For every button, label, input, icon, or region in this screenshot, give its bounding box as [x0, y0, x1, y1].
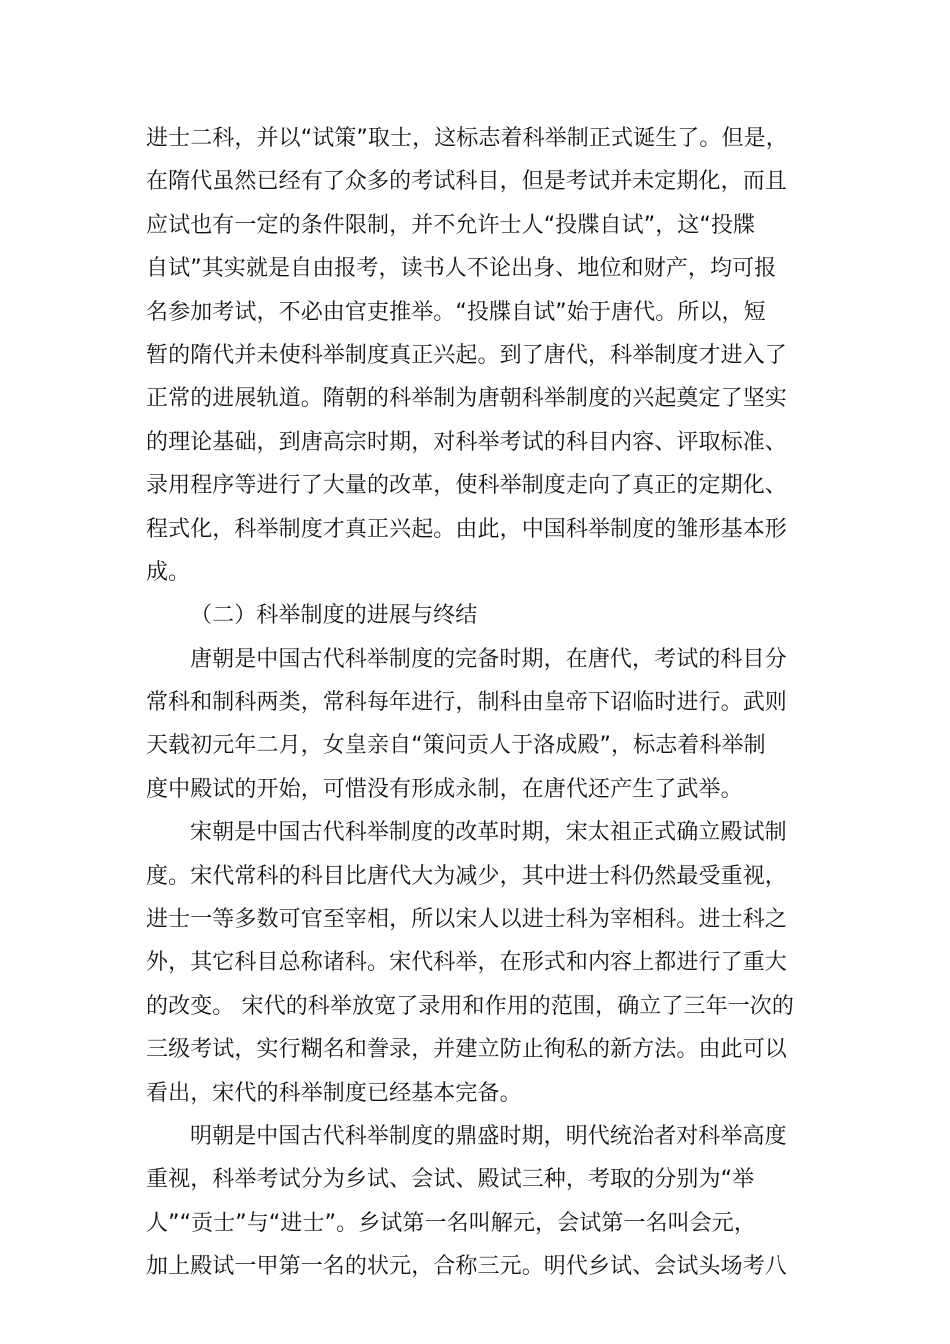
text-line: 加上殿试一甲第一名的状元，合称三元。明代乡试、会试头场考八 [146, 1254, 787, 1280]
text-line: 应试也有一定的条件限制，并不允许士人“投牒自试”，这“投牒 [146, 212, 756, 238]
section-heading: （二）科举制度的进展与终结 [190, 603, 478, 629]
text-line: 录用程序等进行了大量的改革，使科举制度走向了真正的定期化、 [146, 473, 787, 499]
text-line: 进士二科，并以“试策”取士，这标志着科举制正式诞生了。但是， [146, 126, 788, 151]
body-text [146, 117, 806, 1289]
text-line: 的改变。 宋代的科举放宽了录用和作用的范围，确立了三年一次的 [146, 993, 794, 1019]
text-line: 自试”其实就是自由报考，读书人不论出身、地位和财产，均可报 [146, 256, 777, 282]
text-line: 常科和制科两类，常科每年进行，制科由皇帝下诏临时进行。武则 [146, 690, 787, 716]
paragraph-first-line: 明朝是中国古代科举制度的鼎盛时期，明代统治者对科举高度 [190, 1123, 787, 1149]
text-line: 三级考试，实行糊名和誊录，并建立防止徇私的新方法。由此可以 [146, 1037, 787, 1063]
text-line: 在隋代虽然已经有了众多的考试科目，但是考试并未定期化，而且 [146, 169, 787, 195]
text-line: 名参加考试，不必由官吏推举。“投牒自试”始于唐代。所以，短 [146, 299, 766, 325]
text-line: 进士一等多数可官至宰相，所以宋人以进士科为宰相科。进士科之 [146, 907, 787, 933]
paragraph-first-line: 唐朝是中国古代科举制度的完备时期，在唐代，考试的科目分 [190, 646, 787, 672]
text-line: 度中殿试的开始，可惜没有形成永制，在唐代还产生了武举。 [146, 776, 743, 802]
text-line: 人”“贡士”与“进士”。乡试第一名叫解元，会试第一名叫会元， [146, 1210, 756, 1236]
text-line: 度。宋代常科的科目比唐代大为减少，其中进士科仍然最受重视， [146, 863, 787, 889]
text-line: 正常的进展轨道。隋朝的科举制为唐朝科举制度的兴起奠定了坚实 [146, 386, 787, 412]
text-line: 暂的隋代并未使科举制度真正兴起。到了唐代，科举制度才进入了 [146, 342, 787, 368]
text-line: 成。 [146, 559, 191, 585]
paragraph-first-line: 宋朝是中国古代科举制度的改革时期，宋太祖正式确立殿试制 [190, 820, 787, 846]
text-line: 外，其它科目总称诸科。宋代科举，在形式和内容上都进行了重大 [146, 950, 787, 976]
text-line: 天载初元年二月，女皇亲自“策问贡人于洛成殿”，标志着科举制 [146, 733, 766, 759]
text-line: 重视，科举考试分为乡试、会试、殿试三种，考取的分别为“举 [146, 1167, 755, 1193]
text-line: 程式化，科举制度才真正兴起。由此，中国科举制度的雏形基本形 [146, 516, 787, 542]
text-line: 看出，宋代的科举制度已经基本完备。 [146, 1080, 522, 1106]
text-line: 的理论基础，到唐高宗时期，对科举考试的科目内容、评取标准、 [146, 429, 787, 455]
